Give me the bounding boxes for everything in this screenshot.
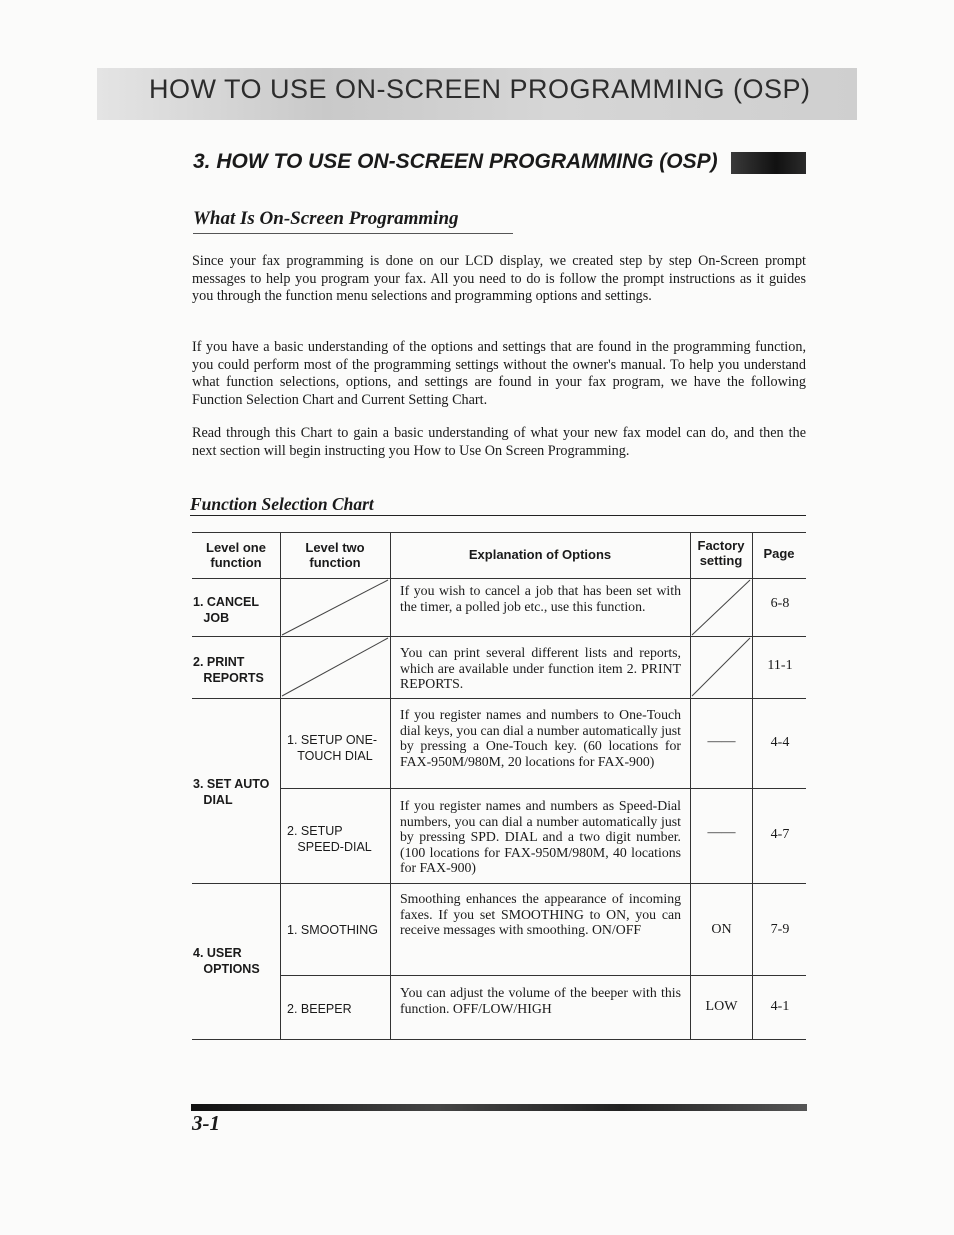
level-one-print-reports: 2. PRINT REPORTS bbox=[193, 655, 264, 685]
explanation-smoothing: Smoothing enhances the appearance of incoming faxes. If you set SMOOTHING to ON, you can receive messages with smoothing. ON/OFF bbox=[400, 891, 681, 937]
heading-marker-block bbox=[731, 152, 806, 174]
row-rule bbox=[192, 698, 806, 699]
page-one-touch: 4-4 bbox=[770, 735, 790, 750]
factory-smoothing: ON bbox=[711, 922, 732, 937]
paragraph-1: Since your fax programming is done on our LCD display, we created step by step On-Screen prompt messages to help you program your fax. All you need to do is follow the prompt instructions as it guides you through the function menu selections and programming options and settings. bbox=[192, 253, 806, 304]
explanation-speed-dial: If you register names and numbers as Speed-Dial numbers, you can dial a number automatically just by pressing SPD. DIAL and a two digit number. (100 locations for FAX-950M/980M, 40 locations for FAX-900) bbox=[400, 798, 681, 875]
table-bottom-rule bbox=[192, 1039, 806, 1040]
header-explanation: Explanation of Options bbox=[468, 547, 612, 562]
page-smoothing: 7-9 bbox=[770, 922, 790, 937]
section-heading: 3. HOW TO USE ON-SCREEN PROGRAMMING (OSP) bbox=[193, 150, 718, 173]
row-rule bbox=[280, 788, 806, 789]
subheading-underline bbox=[193, 233, 513, 234]
page-beeper: 4-1 bbox=[770, 999, 790, 1014]
page-cancel-job: 6-8 bbox=[770, 596, 790, 611]
factory-one-touch: —— bbox=[707, 734, 736, 749]
factory-speed-dial: —— bbox=[707, 825, 736, 840]
level-two-beeper: 2. BEEPER bbox=[287, 1002, 352, 1016]
explanation-print-reports: You can print several different lists and reports, which are available under function item 2. PRINT REPORTS. bbox=[400, 645, 681, 691]
banner-title: HOW TO USE ON-SCREEN PROGRAMMING (OSP) bbox=[149, 74, 811, 104]
row-rule bbox=[192, 883, 806, 884]
footer-rule bbox=[191, 1104, 807, 1111]
row-rule bbox=[280, 975, 806, 976]
chart-title-rule bbox=[190, 515, 806, 516]
explanation-one-touch: If you register names and numbers to One-Touch dial keys, you can dial a number automatically just by pressing a One-Touch key. (60 locations for FAX-950M/980M, 20 locations for FAX-900) bbox=[400, 707, 681, 769]
table-top-rule bbox=[192, 532, 806, 533]
factory-beeper: LOW bbox=[705, 999, 738, 1014]
level-two-smoothing: 1. SMOOTHING bbox=[287, 923, 378, 937]
level-one-cancel-job: 1. CANCEL JOB bbox=[193, 595, 259, 625]
chart-title: Function Selection Chart bbox=[190, 494, 374, 514]
level-one-user-options: 4. USER OPTIONS bbox=[193, 946, 260, 976]
page-speed-dial: 4-7 bbox=[770, 827, 790, 842]
header-level-two: Level two function bbox=[305, 540, 365, 570]
header-banner bbox=[97, 68, 857, 120]
subsection-heading: What Is On-Screen Programming bbox=[193, 208, 459, 229]
header-factory-setting: Factory setting bbox=[697, 538, 745, 568]
column-rule bbox=[390, 532, 391, 1039]
level-one-set-auto-dial: 3. SET AUTO DIAL bbox=[193, 777, 270, 807]
header-level-one: Level one function bbox=[206, 540, 266, 570]
level-two-setup-one-touch: 1. SETUP ONE- TOUCH DIAL bbox=[287, 733, 378, 763]
explanation-cancel-job: If you wish to cancel a job that has been set with the timer, a polled job etc., use this function. bbox=[400, 583, 681, 614]
page-number: 3-1 bbox=[192, 1111, 220, 1135]
level-two-setup-speed-dial: 2. SETUP SPEED-DIAL bbox=[287, 824, 372, 854]
header-page: Page bbox=[763, 546, 795, 561]
page-print-reports: 11-1 bbox=[767, 658, 793, 673]
paragraph-2: If you have a basic understanding of the options and settings that are found in the programming function, you could perform most of the programming settings without the owner's manual. To help you understand what function selections, options, and settings are found in your fax program, we have the following Function Selection Chart and Current Setting Chart. bbox=[192, 339, 806, 408]
diagonal-na-marks-level-two bbox=[280, 578, 390, 698]
paragraph-3: Read through this Chart to gain a basic understanding of what your new fax model can do, and then the next section will begin instructing you How to Use On Screen Programming. bbox=[192, 425, 806, 459]
explanation-beeper: You can adjust the volume of the beeper with this function. OFF/LOW/HIGH bbox=[400, 985, 681, 1016]
diagonal-na-marks-factory bbox=[690, 578, 752, 698]
